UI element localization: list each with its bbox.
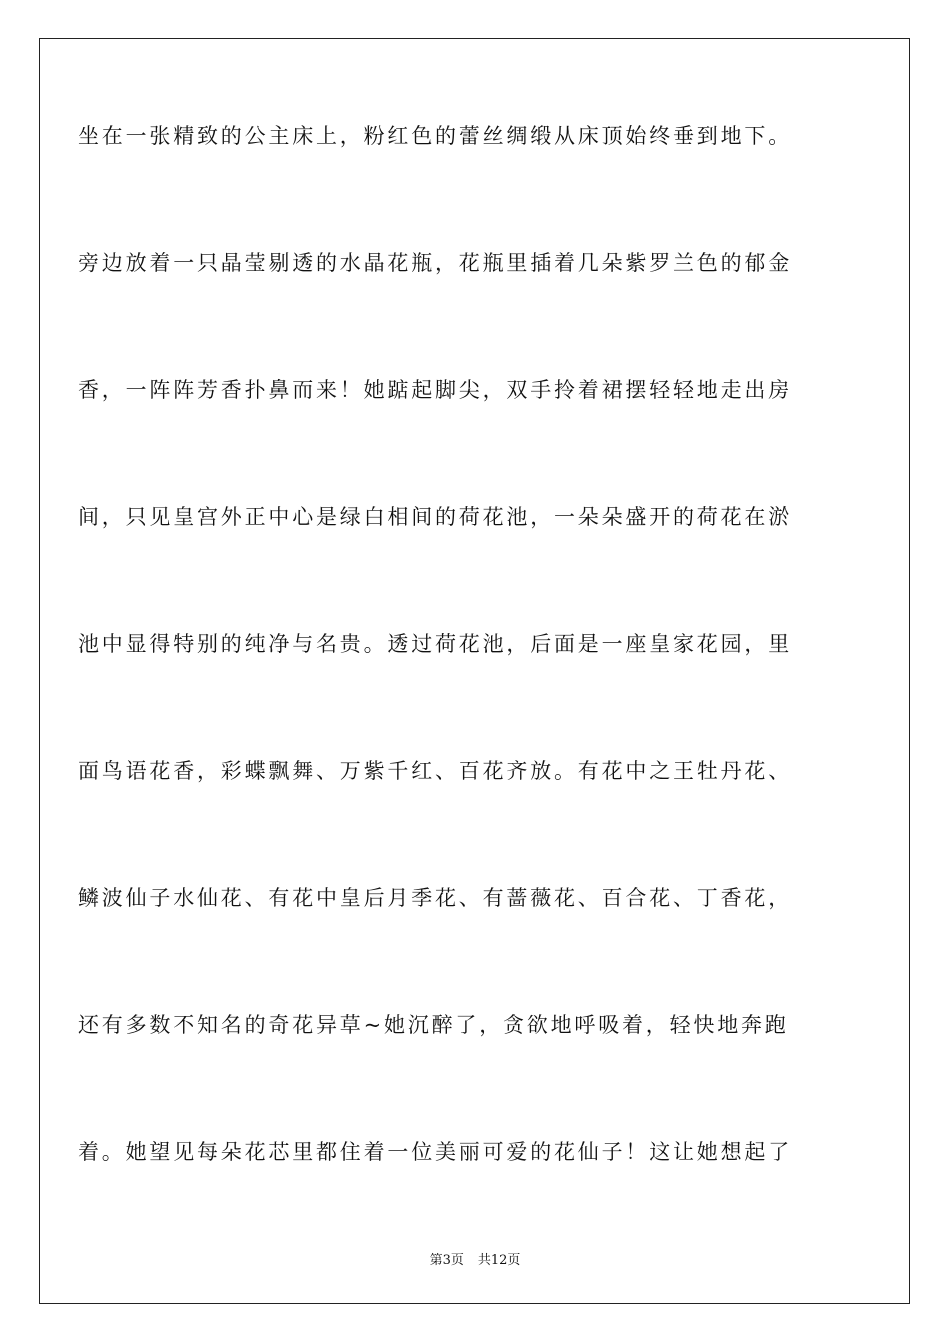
text-line: 香，一阵阵芳香扑鼻而来！她踮起脚尖，双手拎着裙摆轻轻地走出房 — [78, 378, 792, 402]
text-line: 鳞波仙子水仙花、有花中皇后月季花、有蔷薇花、百合花、丁香花， — [78, 886, 792, 910]
text-line: 旁边放着一只晶莹剔透的水晶花瓶，花瓶里插着几朵紫罗兰色的郁金 — [78, 251, 792, 275]
page-footer — [0, 1249, 950, 1268]
page-total: 共12页 — [477, 1253, 521, 1268]
text-line: 还有多数不知名的奇花异草~她沉醉了，贪欲地呼吸着，轻快地奔跑 — [78, 1013, 789, 1037]
page-number: 第3页 — [429, 1253, 464, 1268]
document-body — [78, 126, 838, 1269]
text-line: 面鸟语花香，彩蝶飘舞、万紫千红、百花齐放。有花中之王牡丹花、 — [78, 759, 792, 783]
text-line: 池中显得特别的纯净与名贵。透过荷花池，后面是一座皇家花园，里 — [78, 632, 792, 656]
text-line: 间，只见皇宫外正中心是绿白相间的荷花池，一朵朵盛开的荷花在淤 — [78, 505, 792, 529]
text-line: 着。她望见每朵花芯里都住着一位美丽可爱的花仙子！这让她想起了 — [78, 1140, 792, 1164]
text-line: 坐在一张精致的公主床上，粉红色的蕾丝绸缎从床顶始终垂到地下。 — [78, 124, 792, 148]
